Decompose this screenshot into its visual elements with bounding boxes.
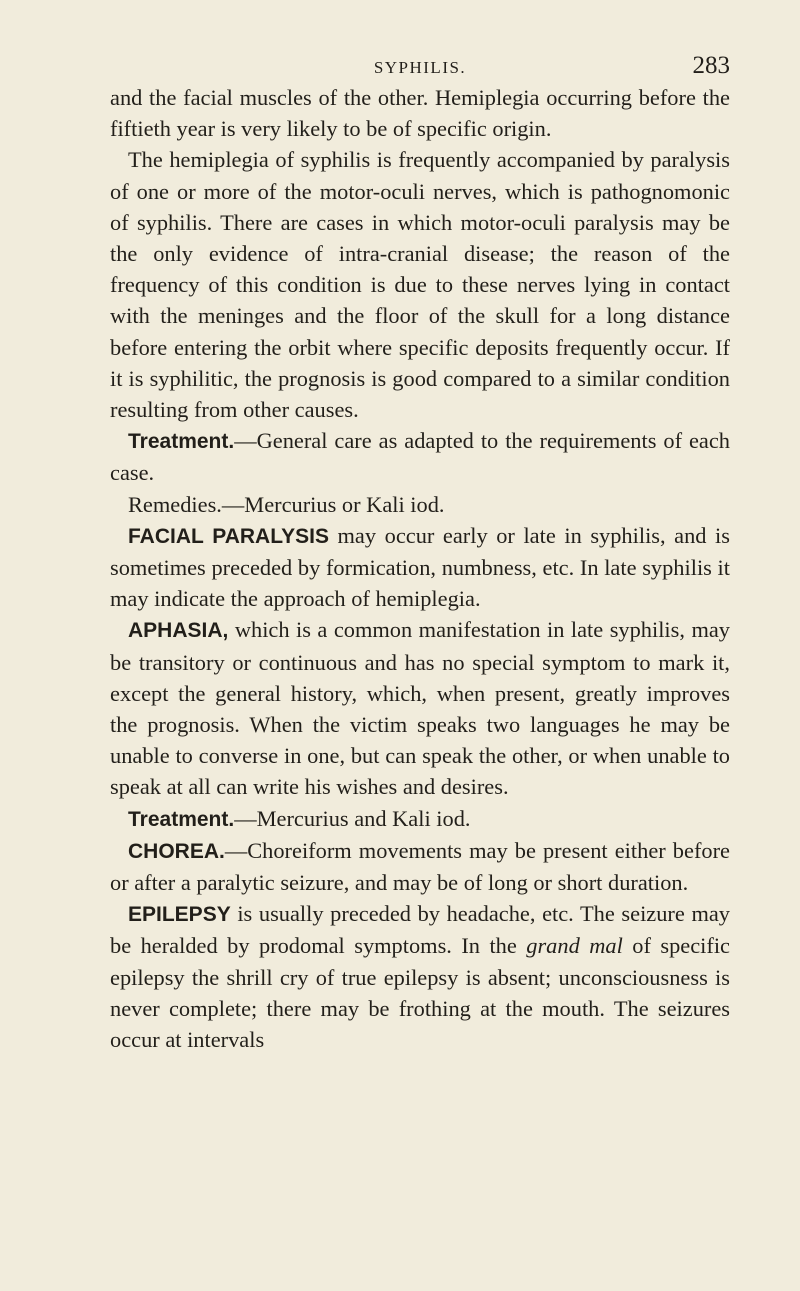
treatment-2-text: —Mercurius and Kali iod. <box>234 805 471 831</box>
paragraph-treatment-hemiplegia <box>110 425 730 488</box>
page-header <box>110 52 730 80</box>
paragraph-remedies: Remedies.—Mercurius or Kali iod. <box>128 491 445 517</box>
body-text <box>110 82 730 1055</box>
epilepsy-emphasis: grand mal <box>526 933 623 959</box>
page-number: 283 <box>692 52 730 79</box>
heading-chorea: CHOREA. <box>128 839 225 863</box>
heading-treatment-2: Treatment. <box>128 807 235 831</box>
paragraph-motor-oculi: The hemiplegia of syphilis is frequently accompanied by paralysis of one or more of the motor-oculi nerves, which is pathognomonic of syphilis. There are cases in which motor-oculi paralysis may be the only evidence of intra-cranial disease; the reason of the frequency of this condition is due to these nerves lying in contact with the meninges and the floor of the skull for a long distance before entering the orbit where specific deposits frequently occur. If it is syphilitic, the prognosis is good compared to a similar condition resulting from other causes. <box>110 147 730 423</box>
epilepsy-text-2: of specific epilepsy the shrill cry of true epilepsy is absent; unconsciousness is never complete; there may be frothing at the mouth. The seizures occur at intervals <box>110 933 730 1053</box>
heading-facial-paralysis: FACIAL PARALYSIS <box>128 524 329 548</box>
chorea-text: —Choreiform movements may be present either before or after a paralytic seizure, and may be of long or short duration. <box>110 837 730 896</box>
paragraph-continuation: and the facial muscles of the other. Hemiplegia occurring before the fiftieth year is very likely to be of specific origin. <box>110 85 730 142</box>
paragraph-facial-paralysis <box>110 520 730 615</box>
paragraph-aphasia <box>110 614 730 802</box>
paragraph-epilepsy <box>110 898 730 1055</box>
paragraph-chorea <box>110 835 730 898</box>
facial-paralysis-text: may occur early or late in syphilis, and is sometimes preceded by formication, numbness, etc. In late syphilis it may indicate the approach of hemiplegia. <box>110 522 730 612</box>
heading-epilepsy: EPILEPSY <box>128 903 231 927</box>
paragraph-treatment-aphasia <box>110 803 730 835</box>
running-title: SYPHILIS. <box>373 58 467 77</box>
heading-treatment: Treatment. <box>128 430 235 454</box>
aphasia-text: which is a common manifestation in late syphilis, may be transitory or continuous and has no special symptom to mark it, except the general history, which, when present, greatly improves the prognosis. When the victim speaks two languages he may be unable to converse in one, but can speak the other, or when unable to speak at all can write his wishes and desires. <box>110 617 730 800</box>
treatment-text: —General care as adapted to the requirements of each case. <box>110 428 730 486</box>
heading-aphasia: APHASIA, <box>128 619 229 643</box>
epilepsy-text-1: is usually preceded by headache, etc. The seizure may be heralded by prodomal symptoms. In the <box>110 901 730 959</box>
